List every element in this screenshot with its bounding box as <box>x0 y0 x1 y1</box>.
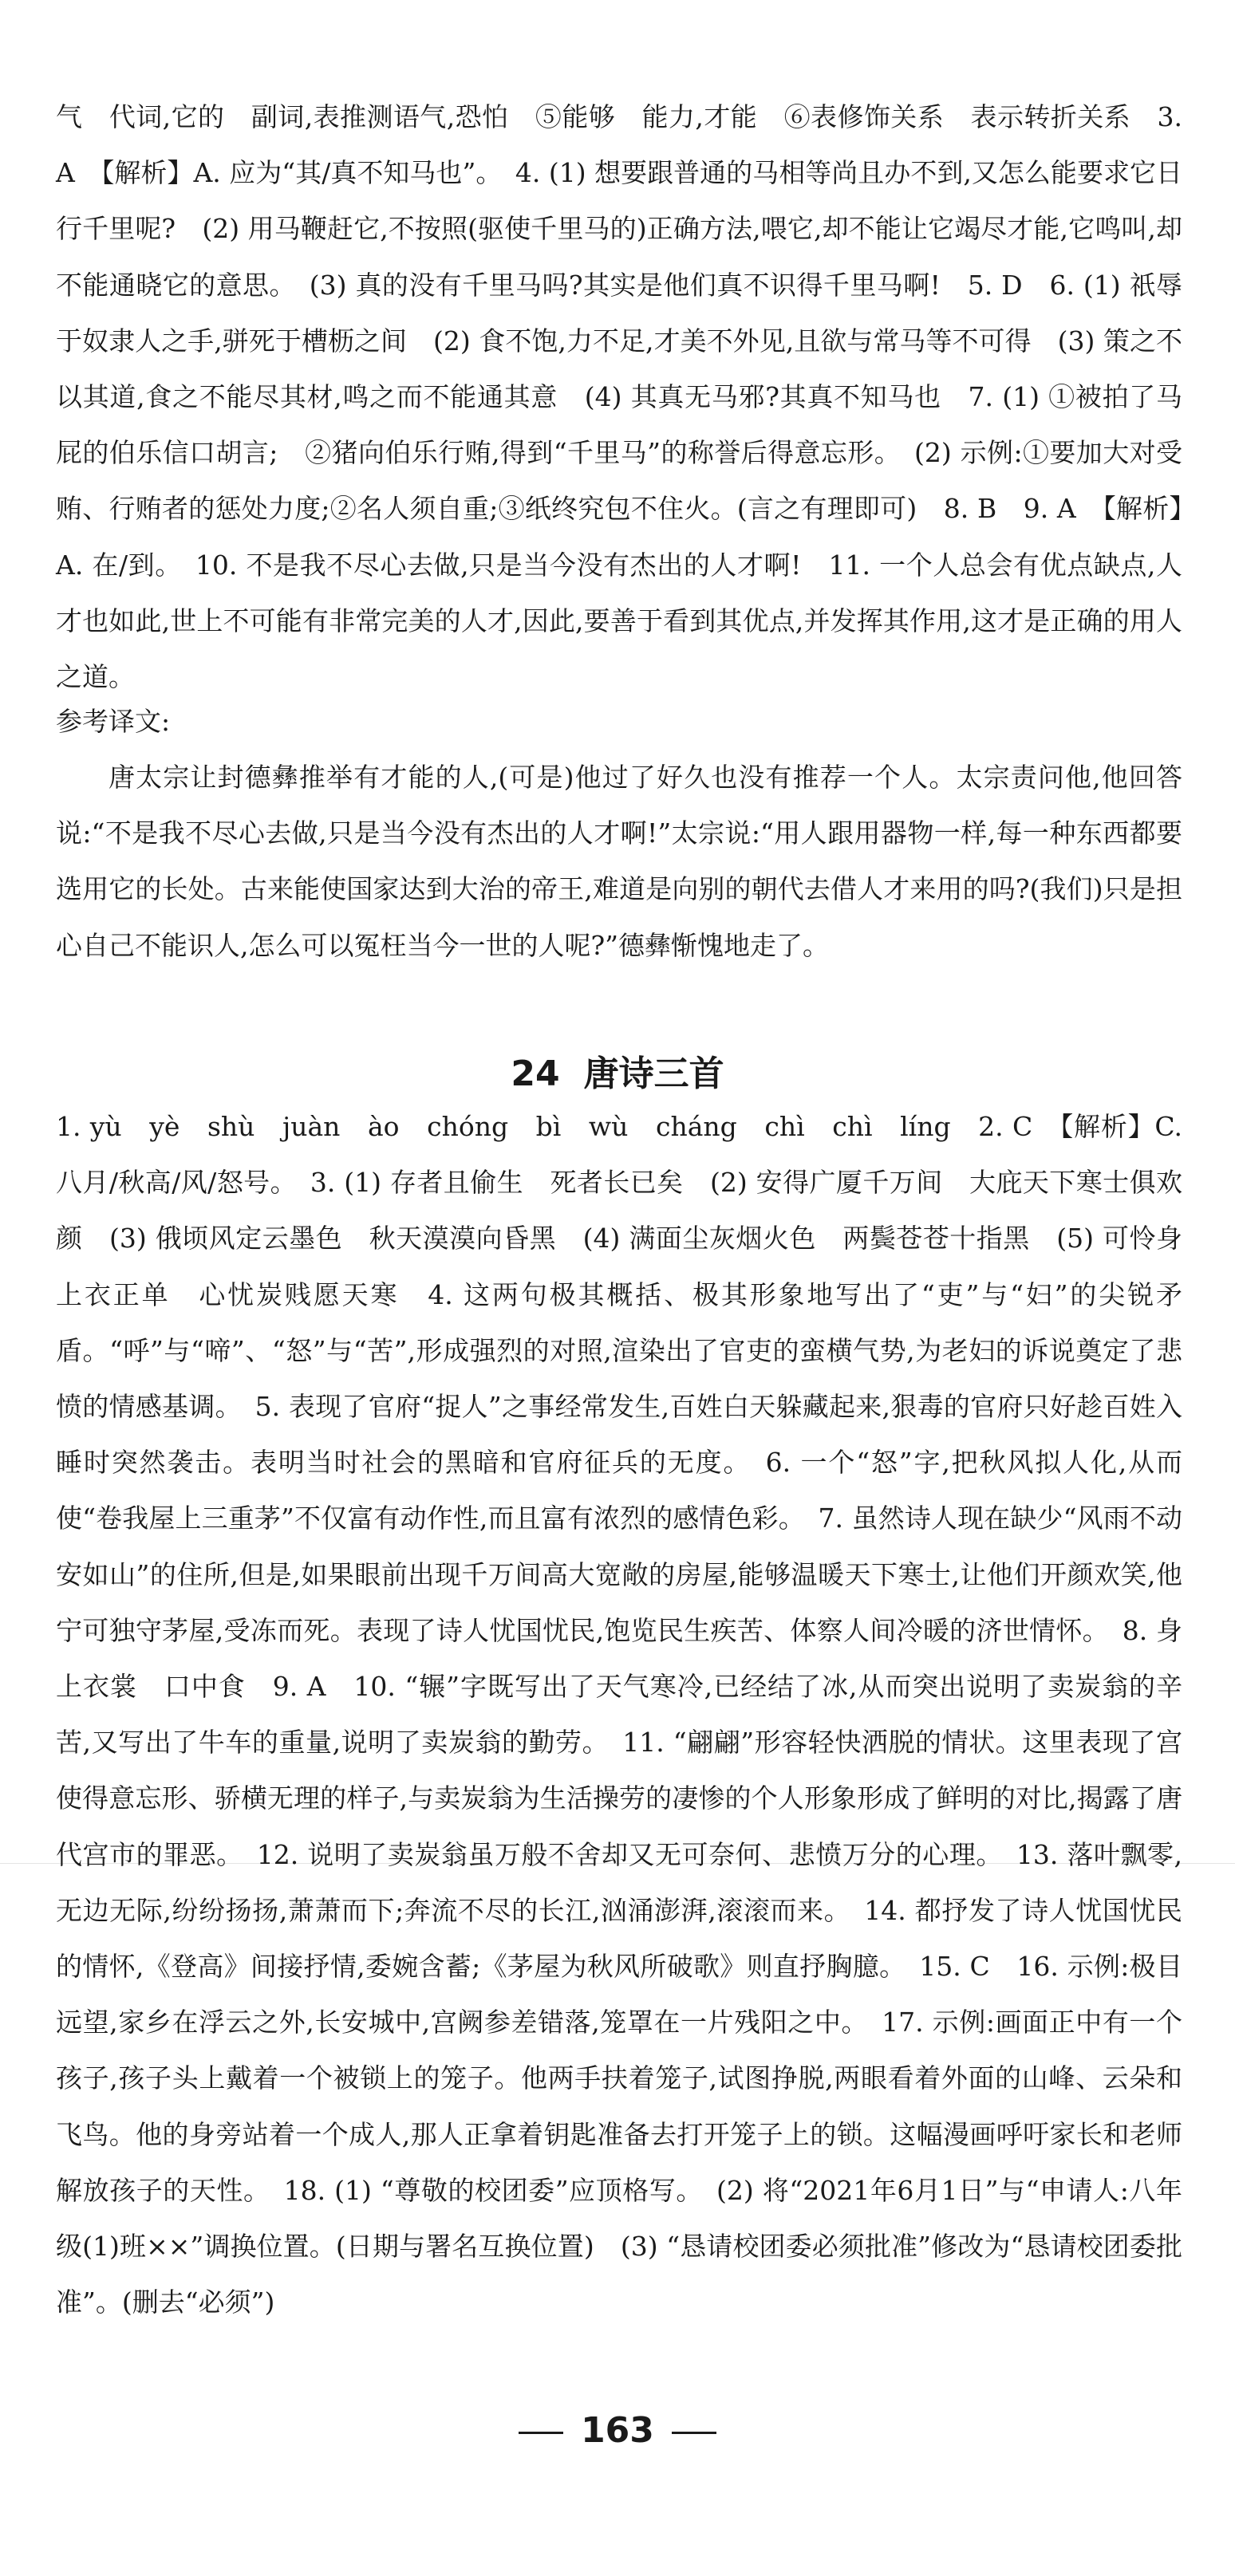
translation-label: 参考译文: <box>56 706 171 737</box>
section-heading <box>0 1045 1235 1096</box>
section-number: 24 <box>511 1054 560 1094</box>
reference-translation: 唐太宗让封德彝推举有才能的人,(可是)他过了好久也没有推荐一个人。太宗责问他,他回答说:“不是我不尽心去做,只是当今没有杰出的人才啊!”太宗说:“用人跟用器物一样,每一种东西都要选用它的长处。古来能使国家达到大治的帝王,难道是向别的朝代去借人才来用的吗?(我们)只是担心自己不能识人,怎么可以冤枉当今一世的人呢?”德彝惭愧地走了。 <box>56 762 1182 961</box>
page-number-value: 163 <box>581 2410 654 2451</box>
page-number <box>0 2410 1235 2451</box>
section-title: 唐诗三首 <box>583 1054 724 1094</box>
answers-passage-24: 1. yù yè shù juàn ào chóng bì wù cháng chì chì líng 2. C 【解析】C. 八月/秋高/风/怒号。 3. (1) 存者且偷生 死者长已矣 (2) 安得广厦千万间 大庇天下寒士俱欢颜 (3) 俄顷风定云墨色 秋天漠漠向昏黑 (4) 满面尘灰烟火色 两鬓苍苍十指黑 (5) 可怜身上衣正单 心忧炭贱愿天寒 4. 这两句极其概括、极其形象地写出了“吏”与“妇”的尖锐矛盾。“呼”与“啼”、“怒”与“苦”,形成强烈的对照,渲染出了官吏的蛮横气势,为老妇的诉说奠定了悲愤的情感基调。 5. 表现了官府“捉人”之事经常发生,百姓白天躲藏起来,狠毒的官府只好趁百姓入睡时突然袭击。表明当时社会的黑暗和官府征兵的无度。 6. 一个“怒”字,把秋风拟人化,从而使“卷我屋上三重茅”不仅富有动作性,而且富有浓烈的感情色彩。 7. 虽然诗人现在缺少“风雨不动安如山”的住所,但是,如果眼前出现千万间高大宽敞的房屋,能够温暖天下寒士,让他们开颜欢笑,他宁可独守茅屋,受冻而死。表现了诗人忧国忧民,饱览民生疾苦、体察人间冷暖的济世情怀。 8. 身上衣裳 口中食 9. A 10. “辗”字既写出了天气寒冷,已经结了冰,从而突出说明了卖炭翁的辛苦,又写出了牛车的重量,说明了卖炭翁的勤劳。 11. “翩翩”形容轻快洒脱的情状。这里表现了宫使得意忘形、骄横无理的样子,与卖炭翁为生活操劳的凄惨的个人形象形成了鲜明的对比,揭露了唐代宫市的罪恶。 12. 说明了卖炭翁虽万般不舍却又无可奈何、悲愤万分的心理。 13. 落叶飘零,无边无际,纷纷扬扬,萧萧而下;奔流不尽的长江,汹涌澎湃,滚滚而来。 14. 都抒发了诗人忧国忧民的情怀,《登高》间接抒情,委婉含蓄;《茅屋为秋风所破歌》则直抒胸臆。 15. C 16. 示例:极目远望,家乡在浮云之外,长安城中,宫阙参差错落,笼罩在一片残阳之中。 17. 示例:画面正中有一个孩子,孩子头上戴着一个被锁上的笼子。他两手扶着笼子,试图挣脱,两眼看着外面的山峰、云朵和飞鸟。他的身旁站着一个成人,那人正拿着钥匙准备去打开笼子上的锁。这幅漫画呼吁家长和老师解放孩子的天性。 18. (1) “尊敬的校团委”应顶格写。 (2) 将“2021年6月1日”与“申请人:八年级(1)班××”调换位置。(日期与署名互换位置) (3) “恳请校团委必须批准”修改为“恳请校团委批准”。(删去“必须”) <box>56 1111 1182 2318</box>
answers-passage-23: 气 代词,它的 副词,表推测语气,恐怕 ⑤能够 能力,才能 ⑥表修饰关系 表示转折关系 3. A 【解析】A. 应为“其/真不知马也”。 4. (1) 想要跟普通的马相等尚且办不到,又怎么能要求它日行千里呢? (2) 用马鞭赶它,不按照(驱使千里马的)正确方法,喂它,却不能让它竭尽才能,它鸣叫,却不能通晓它的意思。 (3) 真的没有千里马吗?其实是他们真不识得千里马啊! 5. D 6. (1) 祇辱于奴隶人之手,骈死于槽枥之间 (2) 食不饱,力不足,才美不外见,且欲与常马等不可得 (3) 策之不以其道,食之不能尽其材,鸣之而不能通其意 (4) 其真无马邪?其真不知马也 7. (1) ①被拍了马屁的伯乐信口胡言; ②猪向伯乐行贿,得到“千里马”的称誉后得意忘形。 (2) 示例:①要加大对受贿、行贿者的惩处力度;②名人须自重;③纸终究包不住火。(言之有理即可) 8. B 9. A 【解析】A. 在/到。 10. 不是我不尽心去做,只是当今没有杰出的人才啊! 11. 一个人总会有优点缺点,人才也如此,世上不可能有非常完美的人才,因此,要善于看到其优点,并发挥其作用,这才是正确的用人之道。 <box>56 101 1182 693</box>
page-number-dash-right <box>672 2432 716 2434</box>
page-number-dash-left <box>519 2432 563 2434</box>
